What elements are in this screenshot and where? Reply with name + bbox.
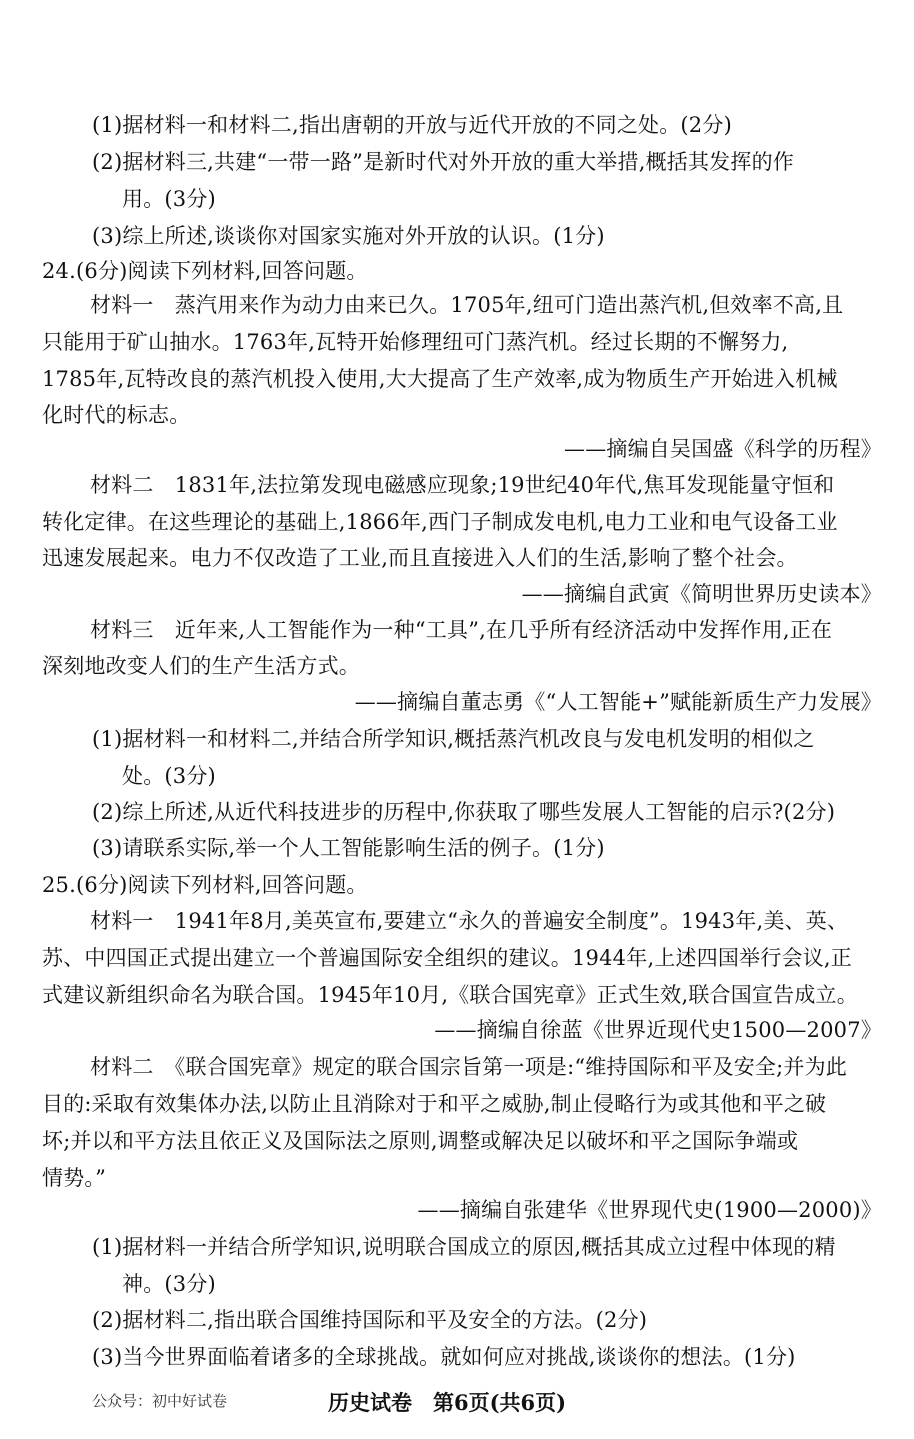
q24-material1-source: ——摘编自吴国盛《科学的历程》 [564,437,882,461]
q25-sub3: (3)当今世界面临着诸多的全球挑战。就如何应对挑战,谈谈你的想法。(1分) [92,1345,796,1369]
q25-material1-line3: 式建议新组织命名为联合国。1945年10月,《联合国宪章》正式生效,联合国宣告成立。 [42,983,858,1007]
q24-material1-line3: 1785年,瓦特改良的蒸汽机投入使用,大大提高了生产效率,成为物质生产开始进入机械 [42,367,838,391]
q24-material3-source: ——摘编自董志勇《“人工智能+”赋能新质生产力发展》 [354,690,882,714]
q24-material3-line1: 材料三 近年来,人工智能作为一种“工具”,在几乎所有经济活动中发挥作用,正在 [90,618,833,642]
q24-material2-line3: 迅速发展起来。电力不仅改造了工业,而且直接进入人们的生活,影响了整个社会。 [42,546,798,570]
q25-material2-line2: 目的:采取有效集体办法,以防止且消除对于和平之威胁,制止侵略行为或其他和平之破 [42,1092,827,1116]
q25-material2-line1: 材料二 《联合国宪章》规定的联合国宗旨第一项是:“维持国际和平及安全;并为此 [90,1055,847,1079]
q24-sub1-line1: (1)据材料一和材料二,并结合所学知识,概括蒸汽机改良与发电机发明的相似之 [92,727,815,751]
q23-sub2-line2: 用。(3分) [122,187,216,211]
watermark-text: 公众号：初中好试卷 [92,1392,228,1410]
q24-header: 24.(6分)阅读下列材料,回答问题。 [42,259,368,283]
q25-sub1-line1: (1)据材料一并结合所学知识,说明联合国成立的原因,概括其成立过程中体现的精 [92,1235,836,1259]
q25-sub1-line2: 神。(3分) [122,1272,216,1296]
q25-sub2: (2)据材料二,指出联合国维持国际和平及安全的方法。(2分) [92,1308,648,1332]
q24-sub1-line2: 处。(3分) [122,764,216,788]
q25-material1-line1: 材料一 1941年8月,美英宣布,要建立“永久的普遍安全制度”。1943年,美、英、 [90,909,849,933]
q24-material2-line1: 材料二 1831年,法拉第发现电磁感应现象;19世纪40年代,焦耳发现能量守恒和 [90,473,835,497]
q24-sub3: (3)请联系实际,举一个人工智能影响生活的例子。(1分) [92,836,605,860]
q24-material3-line2: 深刻地改变人们的生产生活方式。 [42,654,360,678]
q23-sub2-line1: (2)据材料三,共建“一带一路”是新时代对外开放的重大举措,概括其发挥的作 [92,150,794,174]
q25-header: 25.(6分)阅读下列材料,回答问题。 [42,873,368,897]
q24-material2-source: ——摘编自武寅《简明世界历史读本》 [521,582,882,606]
q25-material1-source: ——摘编自徐蓝《世界近现代史1500—2007》 [434,1018,882,1042]
q24-material2-line2: 转化定律。在这些理论的基础上,1866年,西门子制成发电机,电力工业和电气设备工业 [42,510,838,534]
q24-sub2: (2)综上所述,从近代科技进步的历程中,你获取了哪些发展人工智能的启示?(2分) [92,800,836,824]
q25-material2-line3: 坏;并以和平方法且依正义及国际法之原则,调整或解决足以破坏和平之国际争端或 [42,1129,799,1153]
q24-material1-line4: 化时代的标志。 [42,403,191,427]
q25-material1-line2: 苏、中四国正式提出建立一个普遍国际安全组织的建议。1944年,上述四国举行会议,正 [42,946,852,970]
q23-sub1: (1)据材料一和材料二,指出唐朝的开放与近代开放的不同之处。(2分) [92,113,732,137]
q24-material1-line2: 只能用于矿山抽水。1763年,瓦特开始修理纽可门蒸汽机。经过长期的不懈努力, [42,330,789,354]
q24-material1-line1: 材料一 蒸汽用来作为动力由来已久。1705年,纽可门造出蒸汽机,但效率不高,且 [90,293,844,317]
q25-material2-line4: 情势。” [42,1166,107,1190]
page-footer: 历史试卷 第6页(共6页) [328,1390,567,1415]
q25-material2-source: ——摘编自张建华《世界现代史(1900—2000)》 [417,1198,882,1222]
q23-sub3: (3)综上所述,谈谈你对国家实施对外开放的认识。(1分) [92,224,605,248]
